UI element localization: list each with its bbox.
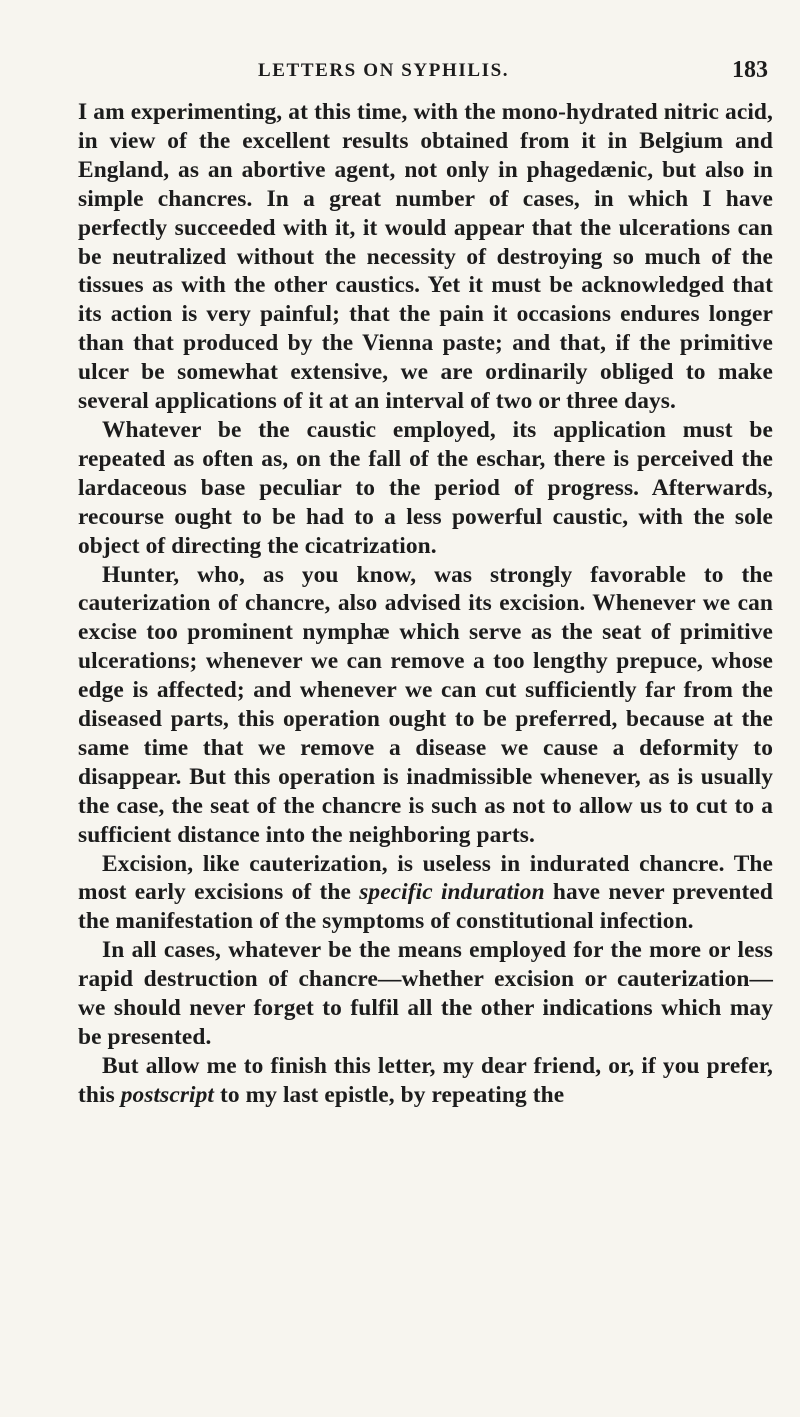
paragraph — [78, 1052, 773, 1110]
paragraph-text: Excision, like cauterization, is useless in indurated chancre. The most early excisions of the — [78, 850, 773, 906]
page-number: 183 — [732, 57, 768, 83]
paragraph-text: have never prevented the manifestation of the symptoms of constitutional infection. — [78, 879, 773, 935]
paragraph: In all cases, whatever be the means employed for the more or less rapid destruction of chancre—whether excision or cauterization—we should never forget to fulfil all the other indications which may be presented. — [78, 937, 773, 1050]
paragraph-text: to my last epistle, by repeating the — [214, 1081, 565, 1108]
paragraph — [78, 850, 773, 937]
body-text — [78, 98, 773, 1110]
paragraph: Hunter, who, as you know, was strongly favorable to the cauterization of chancre, also advised its excision. Whenever we can excise too prominent nymphæ which serve as the seat of primitive ulcerations; whenever we can remove a too lengthy prepuce, whose edge is affected; and whenever we can cut sufficiently far from the diseased parts, this operation ought to be preferred, because at the same time that we remove a disease we cause a deformity to disappear. But this operation is inadmissible whenever, as is usually the case, the seat of the chancre is such as not to allow us to cut to a sufficient distance into the neighboring parts. — [78, 561, 773, 848]
running-head — [258, 58, 768, 88]
italic-phrase: postscript — [120, 1081, 215, 1108]
running-title: LETTERS ON SYPHILIS. — [258, 60, 510, 81]
paragraph-text: But allow me to finish this letter, my dear friend, or, if you prefer, this — [78, 1052, 773, 1108]
paragraph: Whatever be the caustic employed, its application must be repeated as often as, on the fall of the eschar, there is perceived the lardaceous base peculiar to the period of progress. Afterwards, recourse ought to be had to a less powerful caustic, with the sole object of directing the cicatrization. — [78, 416, 773, 559]
paragraph: I am experimenting, at this time, with the mono-hydrated nitric acid, in view of the excellent results obtained from it in Belgium and England, as an abortive agent, not only in phagedænic, but also in simple chancres. In a great number of cases, in which I have perfectly succeeded with it, it would appear that the ulcerations can be neutralized without the necessity of destroying so much of the tissues as with the other caustics. Yet it must be acknowledged that its action is very painful; that the pain it occasions endures longer than that produced by the Vienna paste; and that, if the primitive ulcer be somewhat extensive, we are ordinarily obliged to make several applications of it at an interval of two or three days. — [78, 99, 773, 415]
italic-phrase: specific induration — [359, 879, 545, 906]
